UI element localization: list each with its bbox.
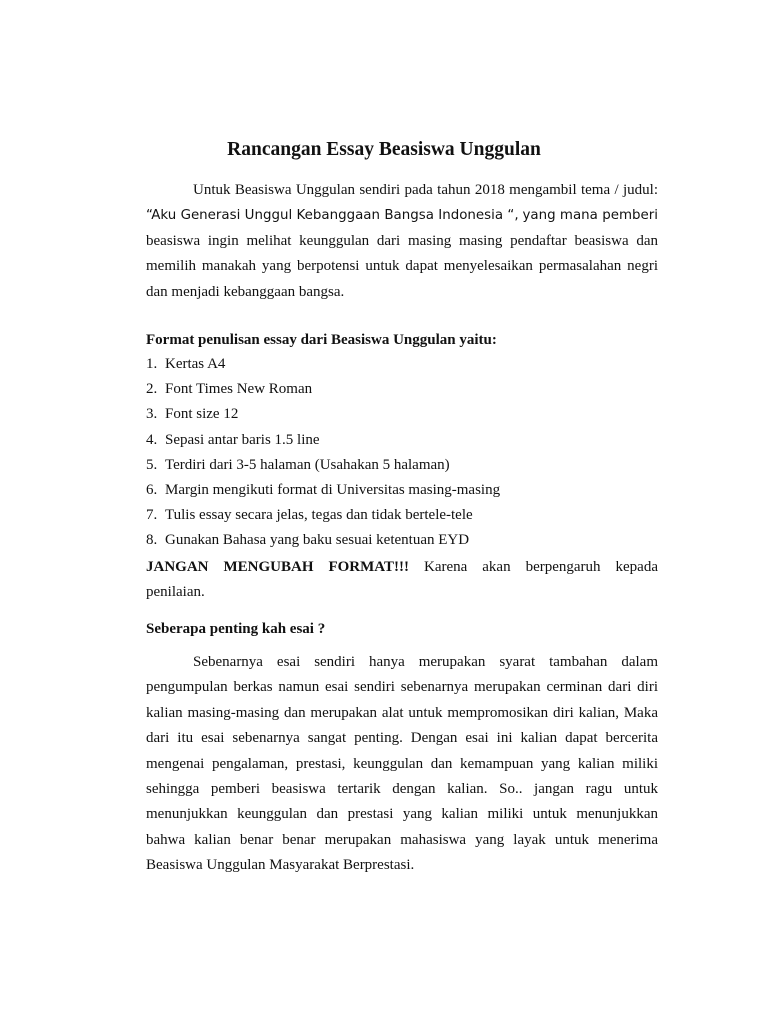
list-number: 6.: [146, 481, 158, 498]
list-item: [146, 528, 500, 553]
list-number: 2.: [146, 381, 158, 398]
list-number: 4.: [146, 431, 158, 448]
list-item: [146, 352, 500, 377]
theme-quote: “Aku Generasi Unggul Kebanggaan Bangsa Indonesia “,: [146, 208, 519, 224]
intro-line-rest: yang mana pemberi: [522, 208, 658, 224]
list-text: Tulis essay secara jelas, tegas dan tidak bertele-tele: [165, 507, 473, 524]
list-item: [146, 478, 500, 503]
list-text: Gunakan Bahasa yang baku sesuai ketentuan EYD: [165, 532, 470, 549]
importance-line: menunjukkan keunggulan dan prestasi yang kalian miliki untuk menunjukkan: [146, 806, 658, 823]
importance-line: dari itu esai sebenarnya sangat penting. Dengan esai ini kalian dapat bercerita: [146, 730, 658, 747]
list-number: 5.: [146, 456, 158, 473]
intro-line: dan menjadi kebanggaan bangsa.: [146, 283, 345, 300]
list-text: Kertas A4: [165, 356, 226, 372]
format-heading: Format penulisan essay dari Beasiswa Unggulan yaitu:: [146, 332, 497, 348]
warning-rest-text: Karena akan berpengaruh kepada: [423, 559, 658, 575]
importance-line: bahwa kalian benar benar merupakan mahasiswa yang layak untuk menerima: [146, 831, 658, 848]
list-item: [146, 402, 500, 427]
list-text: Sepasi antar baris 1.5 line: [165, 431, 320, 448]
intro-line: memilih manakah yang berpotensi untuk dapat menyelesaikan permasalahan negri: [146, 258, 658, 275]
warning-bold-text: JANGAN MENGUBAH FORMAT!!!: [146, 559, 409, 575]
importance-line: Sebenarnya esai sendiri hanya merupakan syarat tambahan dalam: [193, 654, 658, 670]
list-text: Font Times New Roman: [165, 381, 313, 398]
format-list: [146, 352, 500, 554]
intro-line: beasiswa ingin melihat keunggulan dari masing masing pendaftar beasiswa dan: [146, 232, 658, 249]
list-text: Margin mengikuti format di Universitas masing-masing: [165, 481, 501, 498]
intro-paragraph: [146, 178, 658, 305]
list-number: 7.: [146, 507, 158, 524]
importance-paragraph: [146, 650, 658, 879]
list-item: [146, 428, 500, 453]
list-text: Terdiri dari 3-5 halaman (Usahakan 5 halaman): [165, 456, 450, 473]
list-number: 1.: [146, 356, 158, 372]
importance-line: kalian masing-masing dan merupakan alat untuk mempromosikan diri kalian, Maka: [146, 704, 658, 721]
list-number: 3.: [146, 406, 158, 423]
importance-line: sehingga pemberi beasiswa tertarik dengan kalian. So.. jangan ragu untuk: [146, 780, 658, 797]
importance-line: mengenai pengalaman, prestasi, keunggulan dan kemampuan yang kalian miliki: [146, 755, 658, 772]
list-text: Font size 12: [165, 406, 239, 423]
importance-heading: Seberapa penting kah esai ?: [146, 621, 326, 637]
list-item: [146, 503, 500, 528]
format-warning: [146, 555, 658, 606]
warning-line: penilaian.: [146, 584, 205, 601]
list-item: [146, 377, 500, 402]
importance-line: Beasiswa Unggulan Masyarakat Berprestasi.: [146, 857, 415, 874]
intro-line: [146, 203, 658, 228]
warning-line: [146, 555, 658, 580]
document-title: Rancangan Essay Beasiswa Unggulan: [227, 139, 541, 160]
importance-line: pengumpulan berkas namun esai sendiri sebenarnya merupakan cerminan dari diri: [146, 679, 658, 696]
list-item: [146, 453, 500, 478]
list-number: 8.: [146, 532, 158, 549]
intro-line: Untuk Beasiswa Unggulan sendiri pada tahun 2018 mengambil tema / judul:: [193, 182, 658, 198]
